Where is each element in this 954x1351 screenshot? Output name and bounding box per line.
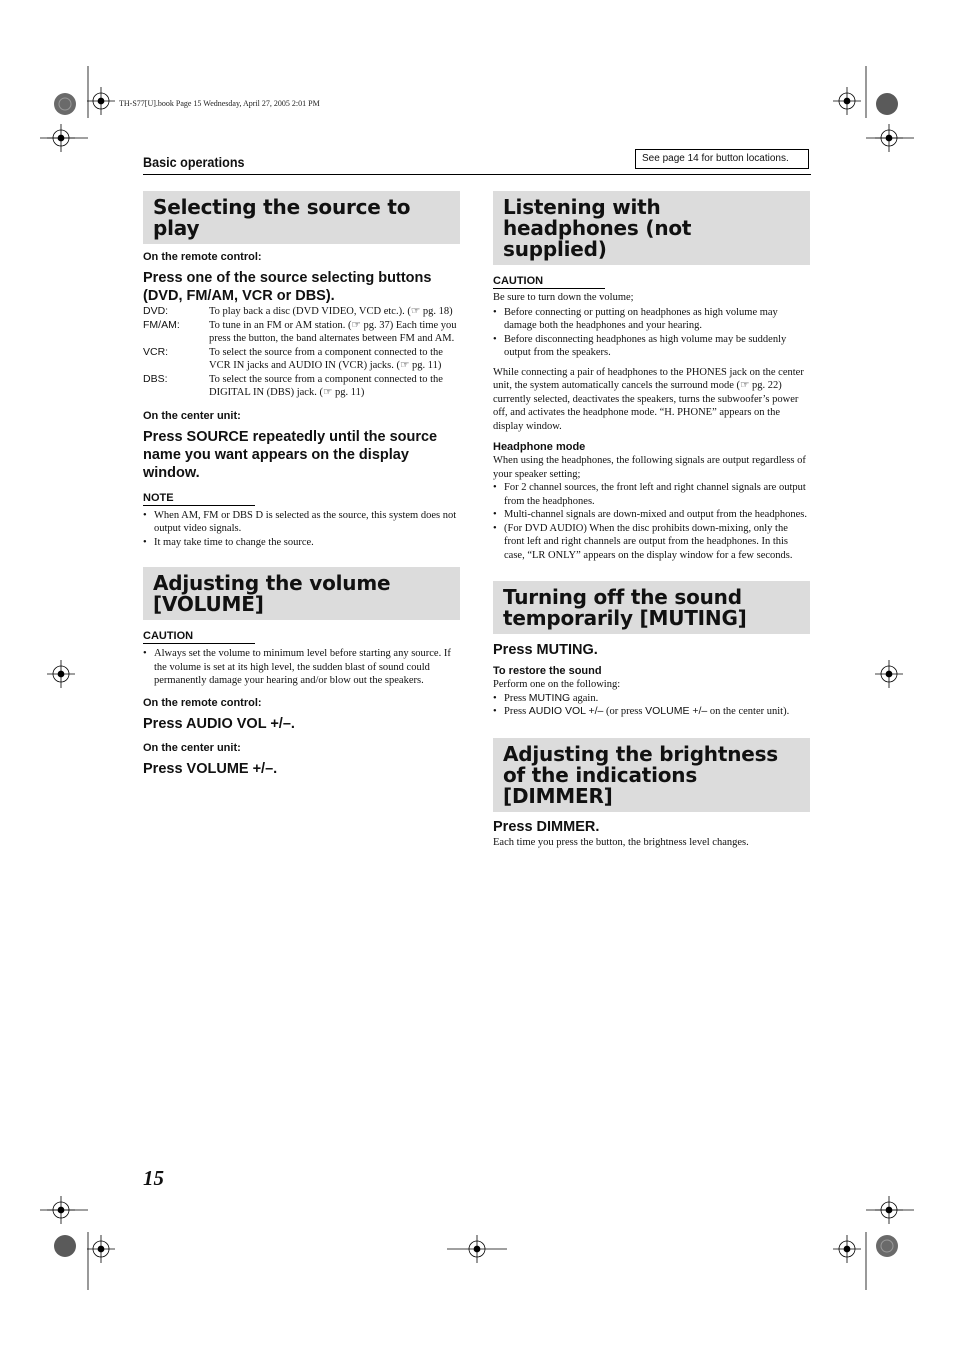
muting-instruction: Press MUTING. xyxy=(493,642,598,658)
source-desc: To select the source from a component connected to the DIGITAL IN (DBS) jack. (☞ pg. 11) xyxy=(209,373,443,398)
restore-list xyxy=(493,692,810,719)
bullet-icon: • xyxy=(143,509,147,521)
mode-item: • (For DVD AUDIO) When the disc prohibits down-mixing, only the front left and right channels are output from the headphones. In this case, “LR ONLY” appears on the display window for a few seconds. xyxy=(493,522,793,561)
headphones-section-title: Listening with headphones (not supplied) xyxy=(493,191,810,265)
bullet-icon: • xyxy=(493,522,497,534)
right-column xyxy=(493,191,810,849)
bullet-icon: • xyxy=(493,509,497,520)
headphone-mode-list xyxy=(493,481,810,562)
page-number: 15 xyxy=(143,1166,164,1190)
source-center-label: On the center unit: xyxy=(143,409,241,422)
headphone-mode-intro: When using the headphones, the following signals are output regardless of your speaker setting; xyxy=(493,455,806,480)
source-desc: To tune in an FM or AM station. (☞ pg. 37) Each time you press the button, the band alternates between FM and AM. xyxy=(209,319,457,344)
source-item-dbs xyxy=(143,373,460,400)
restore-item: • Press MUTING again. xyxy=(493,691,599,704)
source-item-vcr xyxy=(143,346,460,373)
source-desc: To play back a disc (DVD VIDEO, VCD etc.). (☞ pg. 18) xyxy=(209,306,453,317)
dimmer-description: Each time you press the button, the brightness level changes. xyxy=(493,836,749,848)
mode-item: • For 2 channel sources, the front left and right channel signals are output from the headphones. xyxy=(493,482,806,507)
headphones-caution-list xyxy=(493,306,810,360)
source-term: FM/AM: xyxy=(143,318,180,331)
caution-item: • Before connecting or putting on headphones as high volume may damage both the headphones and your hearing. xyxy=(493,306,778,331)
bullet-icon: • xyxy=(143,648,147,659)
restore-intro: Perform one on the following: xyxy=(493,679,621,690)
header-rule xyxy=(143,174,811,175)
caution-item: • Always set the volume to minimum level before starting any source. If the volume is set at its high level, the sudden blast of sound could permanently damage your hearing and/or blow out the speakers. xyxy=(143,648,451,686)
bullet-icon: • xyxy=(493,692,497,704)
source-center-instruction: Press SOURCE repeatedly until the source name you want appears on the display window. xyxy=(143,428,438,481)
note-item: • It may take time to change the source. xyxy=(143,536,314,548)
volume-section-title: Adjusting the volume [VOLUME] xyxy=(143,567,460,620)
volume-remote-label: On the remote control: xyxy=(143,696,262,709)
source-desc: To select the source from a component connected to the VCR IN jacks and AUDIO IN (VCR) jacks. (☞ pg. 11) xyxy=(209,346,443,371)
note-list xyxy=(143,509,460,550)
source-term: VCR: xyxy=(143,345,169,358)
volume-center-instruction: Press VOLUME +/–. xyxy=(143,760,278,777)
bullet-icon: • xyxy=(493,706,497,717)
section-header: Basic operations xyxy=(143,154,245,170)
headphones-paragraph: While connecting a pair of headphones to the PHONES jack on the center unit, the system automatically cancels the surround mode (☞ pg. 22) currently selected, deactivates the speakers, turns the subwoofer’s power off, and activates the headphone mode. “H. PHONE” appears on the display window. xyxy=(493,366,804,432)
restore-sound-label: To restore the sound xyxy=(493,665,602,677)
source-remote-label: On the remote control: xyxy=(143,251,262,263)
mode-item: • Multi-channel signals are down-mixed and output from the headphones. xyxy=(493,509,807,520)
headphones-caution-intro: Be sure to turn down the volume; xyxy=(493,292,634,303)
volume-center-label: On the center unit: xyxy=(143,741,241,754)
source-term: DVD: xyxy=(143,305,169,317)
volume-caution-label: CAUTION xyxy=(143,630,255,644)
source-term: DBS: xyxy=(143,372,168,385)
headphones-caution-label: CAUTION xyxy=(493,275,605,289)
note-item: • When AM, FM or DBS D is selected as the source, this system does not output video signals. xyxy=(143,509,457,534)
muting-section-title: Turning off the sound temporarily [MUTING] xyxy=(493,581,810,634)
bullet-icon: • xyxy=(143,536,147,548)
source-section-title: Selecting the source to play xyxy=(143,191,460,244)
source-definition-list xyxy=(143,305,460,400)
source-remote-instruction: Press one of the source selecting buttons (DVD, FM/AM, VCR or DBS). xyxy=(143,270,432,304)
volume-remote-instruction: Press AUDIO VOL +/–. xyxy=(143,715,295,732)
bullet-icon: • xyxy=(493,306,497,318)
restore-item: • Press AUDIO VOL +/– (or press VOLUME +/– on the center unit). xyxy=(493,705,790,717)
headphone-mode-label: Headphone mode xyxy=(493,441,586,453)
see-page-note: See page 14 for button locations. xyxy=(635,149,809,169)
file-header: TH-S77[U].book Page 15 Wednesday, April 27, 2005 2:01 PM xyxy=(119,99,320,108)
dimmer-instruction: Press DIMMER. xyxy=(493,818,600,835)
left-column xyxy=(143,191,460,778)
dimmer-section-title: Adjusting the brightness of the indications [DIMMER] xyxy=(493,738,810,812)
source-item-dvd xyxy=(143,305,460,319)
bullet-icon: • xyxy=(493,333,497,345)
bullet-icon: • xyxy=(493,482,497,493)
caution-item: • Before disconnecting headphones as high volume may be suddenly output from the speakers. xyxy=(493,333,787,358)
volume-caution-list xyxy=(143,647,460,688)
note-label: NOTE xyxy=(143,492,255,506)
source-item-fmam xyxy=(143,319,460,346)
